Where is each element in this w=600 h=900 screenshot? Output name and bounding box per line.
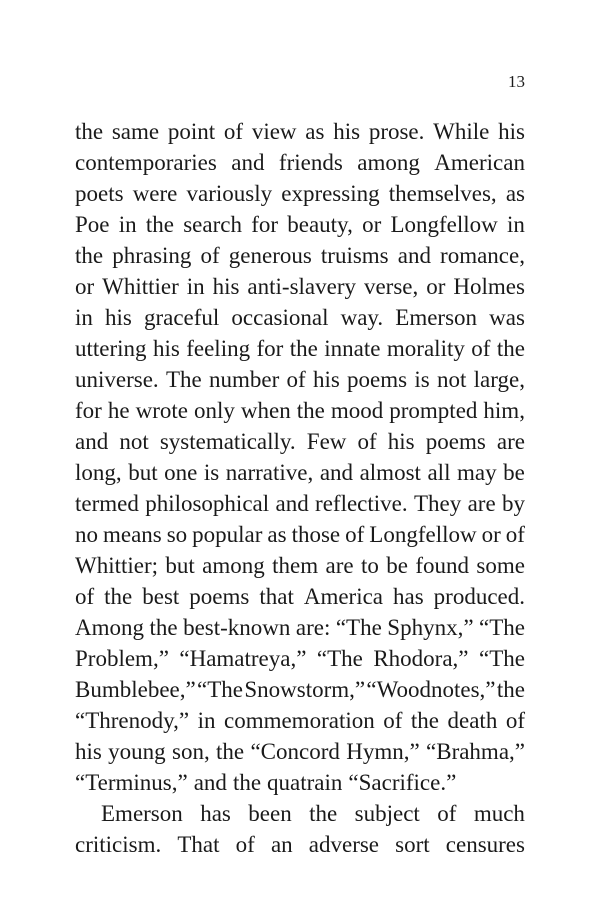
text-line: criticism. That of an adverse sort censures <box>75 832 525 857</box>
text-line: Whittier; but among them are to be found some <box>75 553 525 578</box>
text-line: of the best poems that America has produced. <box>75 584 525 609</box>
text-line: poets were variously expressing themselves, as <box>75 181 525 206</box>
text-line: the same point of view as his prose. While his <box>75 119 525 144</box>
text-line: long, but one is narrative, and almost all may be <box>75 460 525 485</box>
text-line: Among the best-known are: “The Sphynx,” “The <box>75 615 525 640</box>
text-line: or Whittier in his anti-slavery verse, or Holmes <box>75 274 525 299</box>
text-line: Emerson has been the subject of much <box>101 801 525 826</box>
text-line: uttering his feeling for the innate morality of the <box>75 336 525 361</box>
text-line: “Threnody,” in commemoration of the death of <box>75 708 525 733</box>
text-line: and not systematically. Few of his poems are <box>75 429 525 454</box>
text-line: termed philosophical and reflective. They are by <box>75 491 525 516</box>
text-line: universe. The number of his poems is not large, <box>75 367 525 392</box>
page-number: 13 <box>508 72 525 91</box>
text-line: his young son, the “Concord Hymn,” “Brahma,” <box>75 739 525 764</box>
text-line: Bumblebee,” “The Snowstorm,” “Woodnotes,” the <box>75 677 525 702</box>
text-line: in his graceful occasional way. Emerson was <box>75 305 525 330</box>
text-line: the phrasing of generous truisms and romance, <box>75 243 525 268</box>
text-line: Poe in the search for beauty, or Longfellow in <box>75 212 525 237</box>
text-line: “Terminus,” and the quatrain “Sacrifice.” <box>75 770 457 795</box>
text-line: Problem,” “Hamatreya,” “The Rhodora,” “The <box>75 646 525 671</box>
text-line: contemporaries and friends among American <box>75 150 525 175</box>
text-line: no means so popular as those of Longfellow or of <box>75 522 525 547</box>
body-text <box>75 116 525 860</box>
text-line: for he wrote only when the mood prompted him, <box>75 398 525 423</box>
